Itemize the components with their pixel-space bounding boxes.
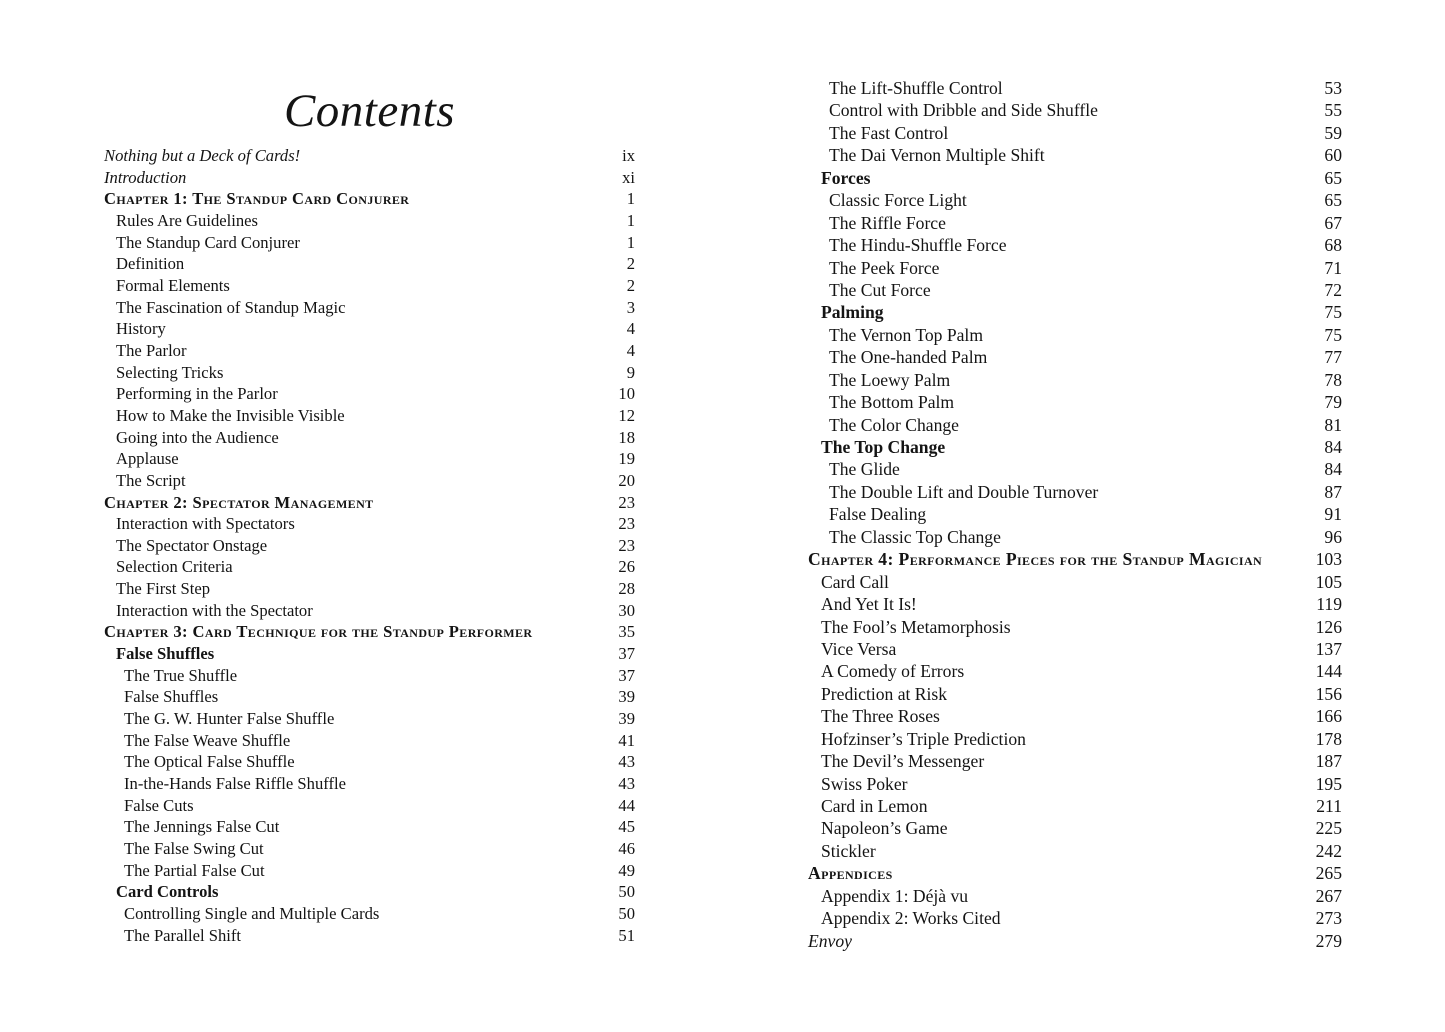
toc-entry-page: 46 <box>618 839 635 858</box>
toc-entry[interactable] <box>808 817 1342 839</box>
toc-entry-page: xi <box>622 167 635 187</box>
toc-entry-page: 2 <box>626 254 635 274</box>
toc-entry[interactable] <box>808 638 1342 660</box>
toc-entry-page: 87 <box>1324 481 1342 502</box>
toc-list-left <box>104 145 635 946</box>
toc-entry-title: Applause <box>116 449 179 469</box>
toc-entry[interactable] <box>104 838 635 860</box>
toc-entry-title: Interaction with Spectators <box>116 514 295 534</box>
toc-entry-page: 166 <box>1315 706 1342 727</box>
toc-entry[interactable] <box>104 730 635 752</box>
toc-entry-page: 4 <box>626 340 635 360</box>
toc-entry-page: 51 <box>618 925 635 945</box>
toc-entry-title: The One-handed Palm <box>829 347 988 368</box>
toc-entry-page: 68 <box>1324 235 1342 256</box>
toc-entry[interactable] <box>104 210 635 232</box>
toc-entry-page: 37 <box>618 665 635 685</box>
toc-entry-page: 39 <box>618 709 635 729</box>
toc-entry-page: 49 <box>618 860 635 880</box>
toc-entry-page: 23 <box>618 492 635 512</box>
toc-entry-title: Interaction with the Spectator <box>116 600 313 620</box>
toc-entry-page: 267 <box>1315 885 1342 906</box>
toc-entry[interactable] <box>104 470 635 492</box>
toc-entry-page: 2 <box>626 275 635 295</box>
toc-entry-page: 44 <box>618 795 635 815</box>
toc-entry-title: Controlling Single and Multiple Cards <box>124 903 380 923</box>
toc-entry-page: 30 <box>618 600 635 620</box>
toc-entry-title: Control with Dribble and Side Shuffle <box>829 100 1098 121</box>
toc-chapter-heading[interactable] <box>104 492 635 514</box>
toc-entry[interactable] <box>104 578 635 600</box>
toc-entry[interactable] <box>104 318 635 340</box>
toc-entry-title: Card Controls <box>116 882 219 902</box>
toc-entry[interactable] <box>104 232 635 254</box>
toc-entry-page: 84 <box>1324 459 1342 480</box>
toc-entry-title: History <box>116 319 166 339</box>
toc-entry-title: The Fascination of Standup Magic <box>116 297 346 317</box>
toc-entry-page: 41 <box>618 730 635 750</box>
toc-entry-page: 4 <box>626 319 635 339</box>
toc-entry-title: Swiss Poker <box>821 773 908 794</box>
toc-entry-title: The Color Change <box>829 414 959 435</box>
toc-section-heading[interactable] <box>104 881 635 903</box>
toc-entry-title: False Shuffles <box>116 644 215 664</box>
toc-entry[interactable] <box>808 930 1342 952</box>
toc-entry-title: The Loewy Palm <box>829 369 951 390</box>
toc-entry[interactable] <box>104 903 635 925</box>
toc-entry[interactable] <box>808 99 1342 121</box>
toc-entry[interactable] <box>808 234 1342 256</box>
toc-chapter-heading[interactable] <box>808 862 1342 884</box>
toc-entry-title: The Parlor <box>116 340 187 360</box>
toc-entry-title: The Hindu-Shuffle Force <box>829 235 1007 256</box>
toc-entry-title: Nothing but a Deck of Cards! <box>104 146 301 165</box>
toc-entry-title: The Vernon Top Palm <box>829 324 984 345</box>
toc-section-heading[interactable] <box>808 301 1342 323</box>
toc-entry[interactable] <box>104 795 635 817</box>
toc-entry[interactable] <box>104 167 635 189</box>
toc-entry[interactable] <box>104 405 635 427</box>
toc-entry-title: Selection Criteria <box>116 557 233 577</box>
toc-entry[interactable] <box>104 556 635 578</box>
toc-entry-title: Chapter 2: Spectator Management <box>104 492 374 512</box>
toc-entry-page: 50 <box>618 903 635 923</box>
toc-entry-page: 26 <box>618 557 635 577</box>
toc-entry[interactable] <box>808 414 1342 436</box>
toc-entry[interactable] <box>808 391 1342 413</box>
toc-entry-page: 91 <box>1324 504 1342 525</box>
toc-entry-title: The Bottom Palm <box>829 392 955 413</box>
toc-entry-page: 156 <box>1315 683 1342 704</box>
toc-entry-page: 45 <box>618 817 635 837</box>
toc-entry-page: 242 <box>1315 840 1342 861</box>
toc-entry-page: 1 <box>626 210 635 230</box>
toc-entry[interactable] <box>808 212 1342 234</box>
toc-entry-page: 137 <box>1315 638 1342 659</box>
toc-entry-title: Definition <box>116 254 185 274</box>
toc-entry[interactable] <box>808 728 1342 750</box>
toc-entry-title: The False Swing Cut <box>124 839 264 858</box>
toc-entry-page: ix <box>622 146 635 165</box>
toc-entry-title: The Classic Top Change <box>829 526 1001 547</box>
toc-entry-page: 28 <box>618 579 635 599</box>
toc-entry-page: 67 <box>1324 212 1342 233</box>
toc-entry-title: Appendix 2: Works Cited <box>821 908 1001 929</box>
toc-entry-title: Envoy <box>808 930 852 951</box>
toc-entry[interactable] <box>808 369 1342 391</box>
toc-entry[interactable] <box>808 189 1342 211</box>
page-title: Contents <box>283 85 456 137</box>
toc-entry-page: 126 <box>1315 616 1342 637</box>
toc-entry-title: A Comedy of Errors <box>821 661 965 682</box>
toc-entry[interactable] <box>104 816 635 838</box>
toc-entry-page: 18 <box>618 427 635 447</box>
toc-entry-page: 59 <box>1324 122 1342 143</box>
toc-entry-page: 37 <box>618 644 635 664</box>
toc-entry-title: The Double Lift and Double Turnover <box>829 481 1099 502</box>
toc-entry-page: 195 <box>1315 773 1342 794</box>
toc-entry-page: 50 <box>618 882 635 902</box>
toc-entry[interactable] <box>808 324 1342 346</box>
toc-entry[interactable] <box>104 448 635 470</box>
toc-chapter-heading[interactable] <box>808 548 1342 570</box>
toc-entry-page: 178 <box>1315 728 1342 749</box>
toc-entry-page: 1 <box>626 189 635 209</box>
toc-entry[interactable] <box>808 122 1342 144</box>
toc-entry[interactable] <box>104 600 635 622</box>
toc-entry-page: 105 <box>1315 571 1342 592</box>
toc-entry-page: 78 <box>1324 369 1342 390</box>
toc-entry[interactable] <box>104 751 635 773</box>
toc-entry-title: The Top Change <box>821 437 946 457</box>
toc-entry-title: The Optical False Shuffle <box>124 752 295 772</box>
toc-entry-title: The Fool’s Metamorphosis <box>821 616 1011 637</box>
toc-entry-title: Vice Versa <box>821 638 897 659</box>
toc-entry[interactable] <box>808 683 1342 705</box>
toc-entry[interactable] <box>104 535 635 557</box>
toc-entry-page: 103 <box>1315 549 1342 570</box>
toc-entry-title: False Shuffles <box>124 687 219 707</box>
toc-entry-page: 10 <box>618 384 635 404</box>
toc-entry-page: 9 <box>626 362 635 382</box>
toc-entry-title: Classic Force Light <box>829 190 967 211</box>
toc-entry-title: Chapter 3: Card Technique for the Standup Performer <box>104 622 533 642</box>
toc-entry[interactable] <box>808 750 1342 772</box>
toc-entry-page: 279 <box>1315 930 1342 951</box>
toc-entry-title: Appendix 1: Déjà vu <box>821 885 969 906</box>
toc-entry-title: The True Shuffle <box>124 665 238 685</box>
toc-entry[interactable] <box>104 145 635 167</box>
toc-section-heading[interactable] <box>808 167 1342 189</box>
toc-entry-page: 43 <box>618 752 635 772</box>
toc-entry-page: 19 <box>618 449 635 469</box>
toc-entry[interactable] <box>104 362 635 384</box>
toc-entry-title: False Dealing <box>829 504 927 525</box>
toc-entry-title: And Yet It Is! <box>821 594 917 615</box>
toc-entry-page: 79 <box>1324 392 1342 413</box>
toc-entry-title: Card in Lemon <box>821 796 928 816</box>
toc-list-right <box>808 77 1342 952</box>
toc-entry[interactable] <box>104 773 635 795</box>
toc-entry-title: False Cuts <box>124 795 194 815</box>
toc-entry-page: 225 <box>1315 818 1342 839</box>
toc-entry[interactable] <box>808 616 1342 638</box>
toc-entry-page: 265 <box>1315 863 1342 884</box>
toc-entry[interactable] <box>104 513 635 535</box>
toc-entry-title: Performing in the Parlor <box>116 384 278 404</box>
toc-entry-title: The Glide <box>829 459 900 480</box>
toc-entry-title: Palming <box>821 302 884 323</box>
toc-entry[interactable] <box>104 708 635 730</box>
toc-entry-page: 60 <box>1324 145 1342 166</box>
toc-entry-page: 81 <box>1324 414 1342 435</box>
toc-entry[interactable] <box>808 279 1342 301</box>
toc-entry-title: Rules Are Guidelines <box>116 210 258 230</box>
toc-entry-page: 43 <box>618 774 635 794</box>
toc-entry-title: Selecting Tricks <box>116 362 224 382</box>
toc-entry[interactable] <box>104 860 635 882</box>
toc-entry-page: 273 <box>1315 908 1342 929</box>
toc-entry[interactable] <box>808 571 1342 593</box>
toc-entry-title: The Riffle Force <box>829 212 946 233</box>
toc-entry-title: Chapter 1: The Standup Card Conjurer <box>104 189 410 209</box>
toc-entry-page: 35 <box>618 622 635 642</box>
toc-entry-title: Card Call <box>821 571 889 592</box>
toc-entry[interactable] <box>808 840 1342 862</box>
toc-entry-title: Introduction <box>104 167 187 187</box>
toc-entry-page: 23 <box>618 535 635 555</box>
toc-entry[interactable] <box>808 907 1342 929</box>
toc-entry-title: Forces <box>821 167 871 188</box>
toc-entry-title: The Devil’s Messenger <box>821 751 985 772</box>
toc-entry-page: 72 <box>1324 279 1342 300</box>
toc-entry-title: The Cut Force <box>829 279 931 300</box>
toc-entry-page: 96 <box>1324 526 1342 547</box>
toc-entry[interactable] <box>808 503 1342 525</box>
toc-entry-title: The Script <box>116 470 186 490</box>
toc-entry-title: The Parallel Shift <box>124 925 242 945</box>
toc-entry-title: Going into the Audience <box>116 427 279 447</box>
toc-entry-title: The Lift-Shuffle Control <box>829 78 1003 98</box>
toc-entry-page: 119 <box>1316 594 1342 615</box>
toc-entry[interactable] <box>104 340 635 362</box>
toc-entry-title: Appendices <box>808 863 893 884</box>
toc-entry-page: 144 <box>1315 661 1342 682</box>
toc-entry[interactable] <box>104 275 635 297</box>
toc-entry-title: The Dai Vernon Multiple Shift <box>829 145 1045 166</box>
toc-entry-title: Prediction at Risk <box>821 683 948 704</box>
toc-entry[interactable] <box>808 660 1342 682</box>
toc-entry-title: Stickler <box>821 840 876 861</box>
toc-entry-page: 39 <box>618 687 635 707</box>
toc-entry-title: The Jennings False Cut <box>124 817 280 837</box>
toc-entry-page: 53 <box>1324 78 1342 98</box>
toc-entry[interactable] <box>104 686 635 708</box>
toc-entry-page: 84 <box>1324 437 1342 457</box>
toc-entry[interactable] <box>808 885 1342 907</box>
toc-entry-page: 1 <box>626 232 635 252</box>
toc-entry-page: 55 <box>1324 100 1342 121</box>
toc-entry-title: The False Weave Shuffle <box>124 730 291 750</box>
toc-entry[interactable] <box>104 383 635 405</box>
toc-entry-page: 211 <box>1316 796 1342 816</box>
toc-entry[interactable] <box>104 925 635 947</box>
toc-entry-page: 65 <box>1324 167 1342 188</box>
toc-section-heading[interactable] <box>104 643 635 665</box>
toc-entry-page: 65 <box>1324 190 1342 211</box>
toc-entry-title: How to Make the Invisible Visible <box>116 405 345 425</box>
toc-entry-page: 3 <box>626 297 635 317</box>
toc-entry-page: 187 <box>1315 751 1342 772</box>
toc-entry-title: Napoleon’s Game <box>821 818 948 839</box>
toc-chapter-heading[interactable] <box>104 621 635 643</box>
toc-entry-page: 12 <box>618 405 635 425</box>
toc-entry-title: Hofzinser’s Triple Prediction <box>821 728 1026 749</box>
toc-entry-title: The Fast Control <box>829 122 949 143</box>
toc-entry-page: 75 <box>1324 324 1342 345</box>
toc-entry-title: The Spectator Onstage <box>116 535 268 555</box>
toc-entry[interactable] <box>808 346 1342 368</box>
toc-entry-title: The Three Roses <box>821 706 940 727</box>
toc-entry[interactable] <box>104 297 635 319</box>
toc-entry[interactable] <box>808 77 1342 99</box>
toc-entry-title: The G. W. Hunter False Shuffle <box>124 709 335 729</box>
toc-entry-title: The Peek Force <box>829 257 940 278</box>
toc-entry-page: 71 <box>1324 257 1342 278</box>
toc-section-heading[interactable] <box>808 436 1342 458</box>
toc-entry-page: 20 <box>618 470 635 490</box>
toc-entry-title: The Partial False Cut <box>124 860 265 880</box>
toc-entry[interactable] <box>808 593 1342 615</box>
toc-entry[interactable] <box>808 144 1342 166</box>
toc-entry[interactable] <box>808 257 1342 279</box>
toc-entry-title: Formal Elements <box>116 275 230 295</box>
toc-entry-page: 23 <box>618 514 635 534</box>
toc-entry[interactable] <box>808 705 1342 727</box>
toc-entry-page: 75 <box>1324 302 1342 323</box>
toc-entry-page: 77 <box>1324 347 1342 368</box>
toc-entry-title: Chapter 4: Performance Pieces for the Standup Magician <box>808 549 1263 570</box>
toc-entry-title: The First Step <box>116 579 211 599</box>
toc-entry[interactable] <box>808 526 1342 548</box>
toc-entry[interactable] <box>808 773 1342 795</box>
toc-entry[interactable] <box>808 795 1342 817</box>
toc-entry[interactable] <box>104 665 635 687</box>
toc-entry[interactable] <box>104 427 635 449</box>
toc-entry-title: In-the-Hands False Riffle Shuffle <box>124 774 346 794</box>
toc-entry[interactable] <box>808 481 1342 503</box>
toc-entry[interactable] <box>104 253 635 275</box>
toc-chapter-heading[interactable] <box>104 188 635 210</box>
toc-entry-title: The Standup Card Conjurer <box>116 232 300 252</box>
toc-entry[interactable] <box>808 458 1342 480</box>
